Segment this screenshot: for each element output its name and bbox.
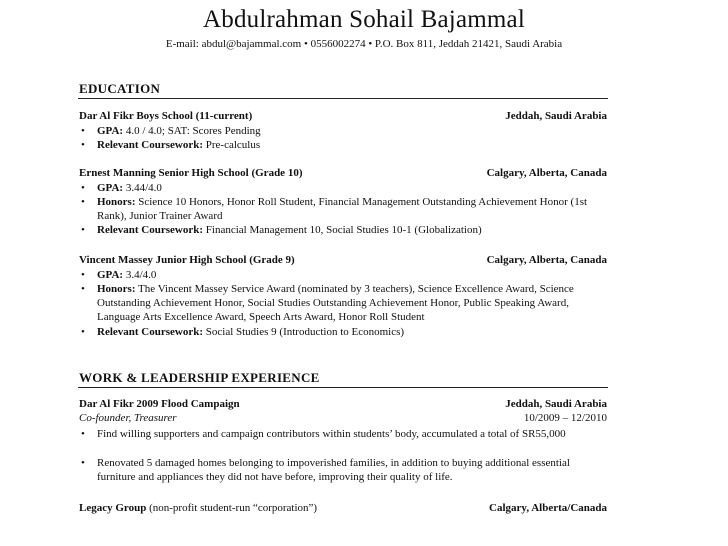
list-item (79, 268, 604, 282)
bullet-icon: • (81, 283, 85, 295)
list-item (79, 282, 604, 324)
school-heading (79, 167, 607, 179)
bullet-text: 4.0 / 4.0; SAT: Scores Pending (123, 125, 261, 137)
list-item (79, 195, 604, 223)
job-dates: 10/2009 – 12/2010 (523, 412, 607, 424)
bullet-icon: • (81, 457, 85, 469)
list-item (79, 181, 604, 195)
list-item (79, 325, 604, 339)
education-heading: EDUCATION (79, 81, 161, 96)
contact-line: E-mail: abdul@bajammal.com • 0556002274 • P.O. Box 811, Jeddah 21421, Saudi Arabia (165, 38, 563, 50)
school-location: Calgary, Alberta, Canada (486, 167, 607, 179)
school-location: Calgary, Alberta, Canada (486, 254, 607, 266)
job-location: Calgary, Alberta/Canada (489, 502, 607, 514)
bullet-label: GPA: (97, 182, 124, 194)
list-item (79, 456, 604, 484)
job-heading (79, 502, 607, 514)
job-location: Jeddah, Saudi Arabia (505, 398, 607, 410)
bullet-label: Honors: (97, 196, 136, 208)
school-heading (79, 110, 607, 122)
bullet-text: Pre-calculus (203, 139, 261, 151)
bullet-label: Relevant Coursework: (97, 139, 204, 151)
job-role: Co-founder, Treasurer (79, 412, 177, 424)
section-divider (78, 387, 608, 388)
bullet-icon: • (81, 139, 85, 151)
bullet-text: Science 10 Honors, Honor Roll Student, Financial Management Outstanding Achievement Honor (1st Rank), Junior Trainer Award (97, 196, 588, 222)
school-name: Dar Al Fikr Boys School (11-current) (79, 110, 253, 122)
bullet-text: 3.44/4.0 (123, 182, 162, 194)
bullet-icon: • (81, 196, 85, 208)
school-name: Vincent Massey Junior High School (Grade 9) (79, 254, 295, 266)
job-heading (79, 398, 607, 410)
list-item (79, 427, 604, 441)
job-name-wrap (79, 502, 317, 514)
bullet-label: Honors: (97, 283, 136, 295)
bullet-icon: • (81, 428, 85, 440)
school-name: Ernest Manning Senior High School (Grade 10) (79, 167, 303, 179)
bullet-label: Relevant Coursework: (97, 224, 204, 236)
bullet-icon: • (81, 269, 85, 281)
candidate-name: Abdulrahman Sohail Bajammal (202, 6, 525, 33)
bullet-icon: • (81, 125, 85, 137)
bullet-label: Relevant Coursework: (97, 326, 204, 338)
section-divider (78, 98, 608, 99)
job-name: Dar Al Fikr 2009 Flood Campaign (79, 398, 240, 410)
bullet-icon: • (81, 224, 85, 236)
bullet-text: Financial Management 10, Social Studies 10-1 (Globalization) (203, 224, 482, 236)
job-name: Legacy Group (79, 502, 147, 514)
bullet-text: Find willing supporters and campaign contributors within students’ body, accumulated a total of SR55,000 (97, 428, 566, 440)
bullet-text: Social Studies 9 (Introduction to Economics) (203, 326, 405, 338)
bullet-text: 3.4/4.0 (123, 269, 157, 281)
work-heading: WORK & LEADERSHIP EXPERIENCE (79, 370, 320, 385)
bullet-icon: • (81, 326, 85, 338)
bullet-text: The Vincent Massey Service Award (nominated by 3 teachers), Science Excellence Award, Science Outstanding Achievement Honor, Social Studies Outstanding Achievement Honor, Public Speaking Award, Language Arts Excellence Award, Speech Arts Award, Honor Roll Student (97, 283, 574, 323)
bullet-label: GPA: (97, 125, 124, 137)
job-name-note: (non-profit student-run “corporation”) (146, 502, 318, 514)
bullet-icon: • (81, 182, 85, 194)
bullet-text: Renovated 5 damaged homes belonging to impoverished families, in addition to buying additional essential furniture and appliances they did not have before, improving their quality of life. (97, 457, 570, 483)
bullet-label: GPA: (97, 269, 124, 281)
list-item (79, 138, 604, 152)
list-item (79, 124, 604, 138)
list-item (79, 223, 604, 237)
school-heading (79, 254, 607, 266)
job-role-row (79, 412, 607, 424)
school-location: Jeddah, Saudi Arabia (505, 110, 607, 122)
